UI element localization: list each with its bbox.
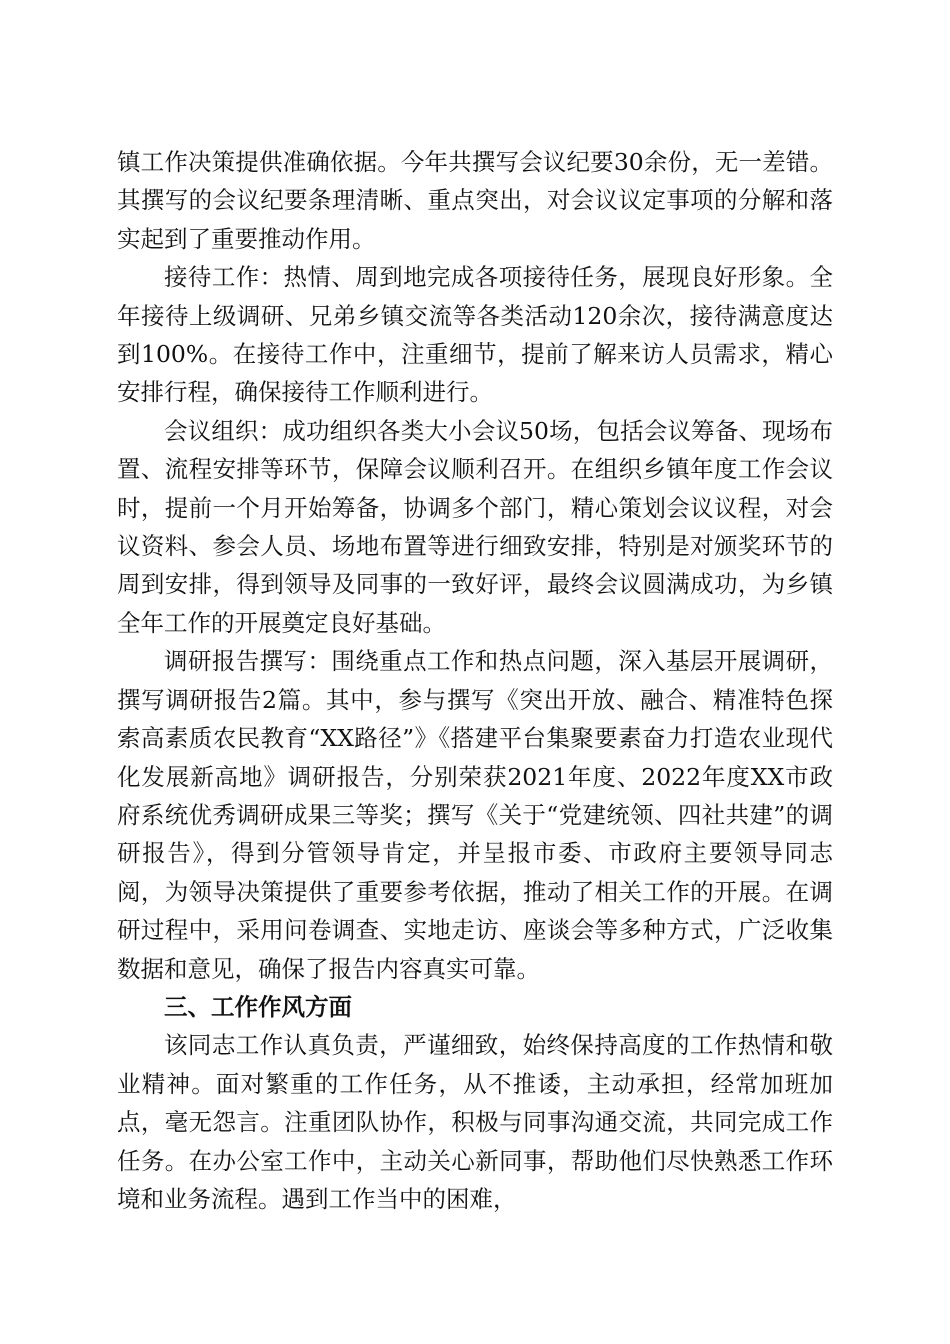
paragraph-research-reports: 调研报告撰写：围绕重点工作和热点问题，深入基层开展调研，撰写调研报告2篇。其中，参与撰写《突出开放、融合、精准特色探索高素质农民教育“XX路径”》《搭建平台集聚要素奋力打造农业现代化发展新高地》调研报告，分别荣获2021年度、2022年度XX市政府系统优秀调研成果三等奖；撰写《关于“党建统领、四社共建”的调研报告》，得到分管领导肯定，并呈报市委、市政府主要领导同志阅，为领导决策提供了重要参考依据，推动了相关工作的开展。在调研过程中，采用问卷调查、实地走访、座谈会等多种方式，广泛收集数据和意见，确保了报告内容真实可靠。 [117,647,833,983]
paragraph-reception-work: 接待工作：热情、周到地完成各项接待任务，展现良好形象。全年接待上级调研、兄弟乡镇交流等各类活动120余次，接待满意度达到100%。在接待工作中，注重细节，提前了解来访人员需求，精心安排行程，确保接待工作顺利进行。 [117,263,833,407]
section-heading-work-style: 三、工作作风方面 [164,992,352,1021]
document-body [117,143,833,1218]
paragraph-meeting-organization: 会议组织：成功组织各类大小会议50场，包括会议筹备、现场布置、流程安排等环节，保障会议顺利召开。在组织乡镇年度工作会议时，提前一个月开始筹备，协调多个部门，精心策划会议议程，对会议资料、参会人员、场地布置等进行细致安排，特别是对颁奖环节的周到安排，得到领导及同事的一致好评，最终会议圆满成功，为乡镇全年工作的开展奠定良好基础。 [117,416,833,637]
paragraph-work-style: 该同志工作认真负责，严谨细致，始终保持高度的工作热情和敬业精神。面对繁重的工作任务，从不推诿，主动承担，经常加班加点，毫无怨言。注重团队协作，积极与同事沟通交流，共同完成工作任务。在办公室工作中，主动关心新同事，帮助他们尽快熟悉工作环境和业务流程。遇到工作当中的困难， [117,1031,833,1213]
paragraph-continuation: 镇工作决策提供准确依据。今年共撰写会议纪要30余份，无一差错。其撰写的会议纪要条理清晰、重点突出，对会议议定事项的分解和落实起到了重要推动作用。 [117,148,833,253]
